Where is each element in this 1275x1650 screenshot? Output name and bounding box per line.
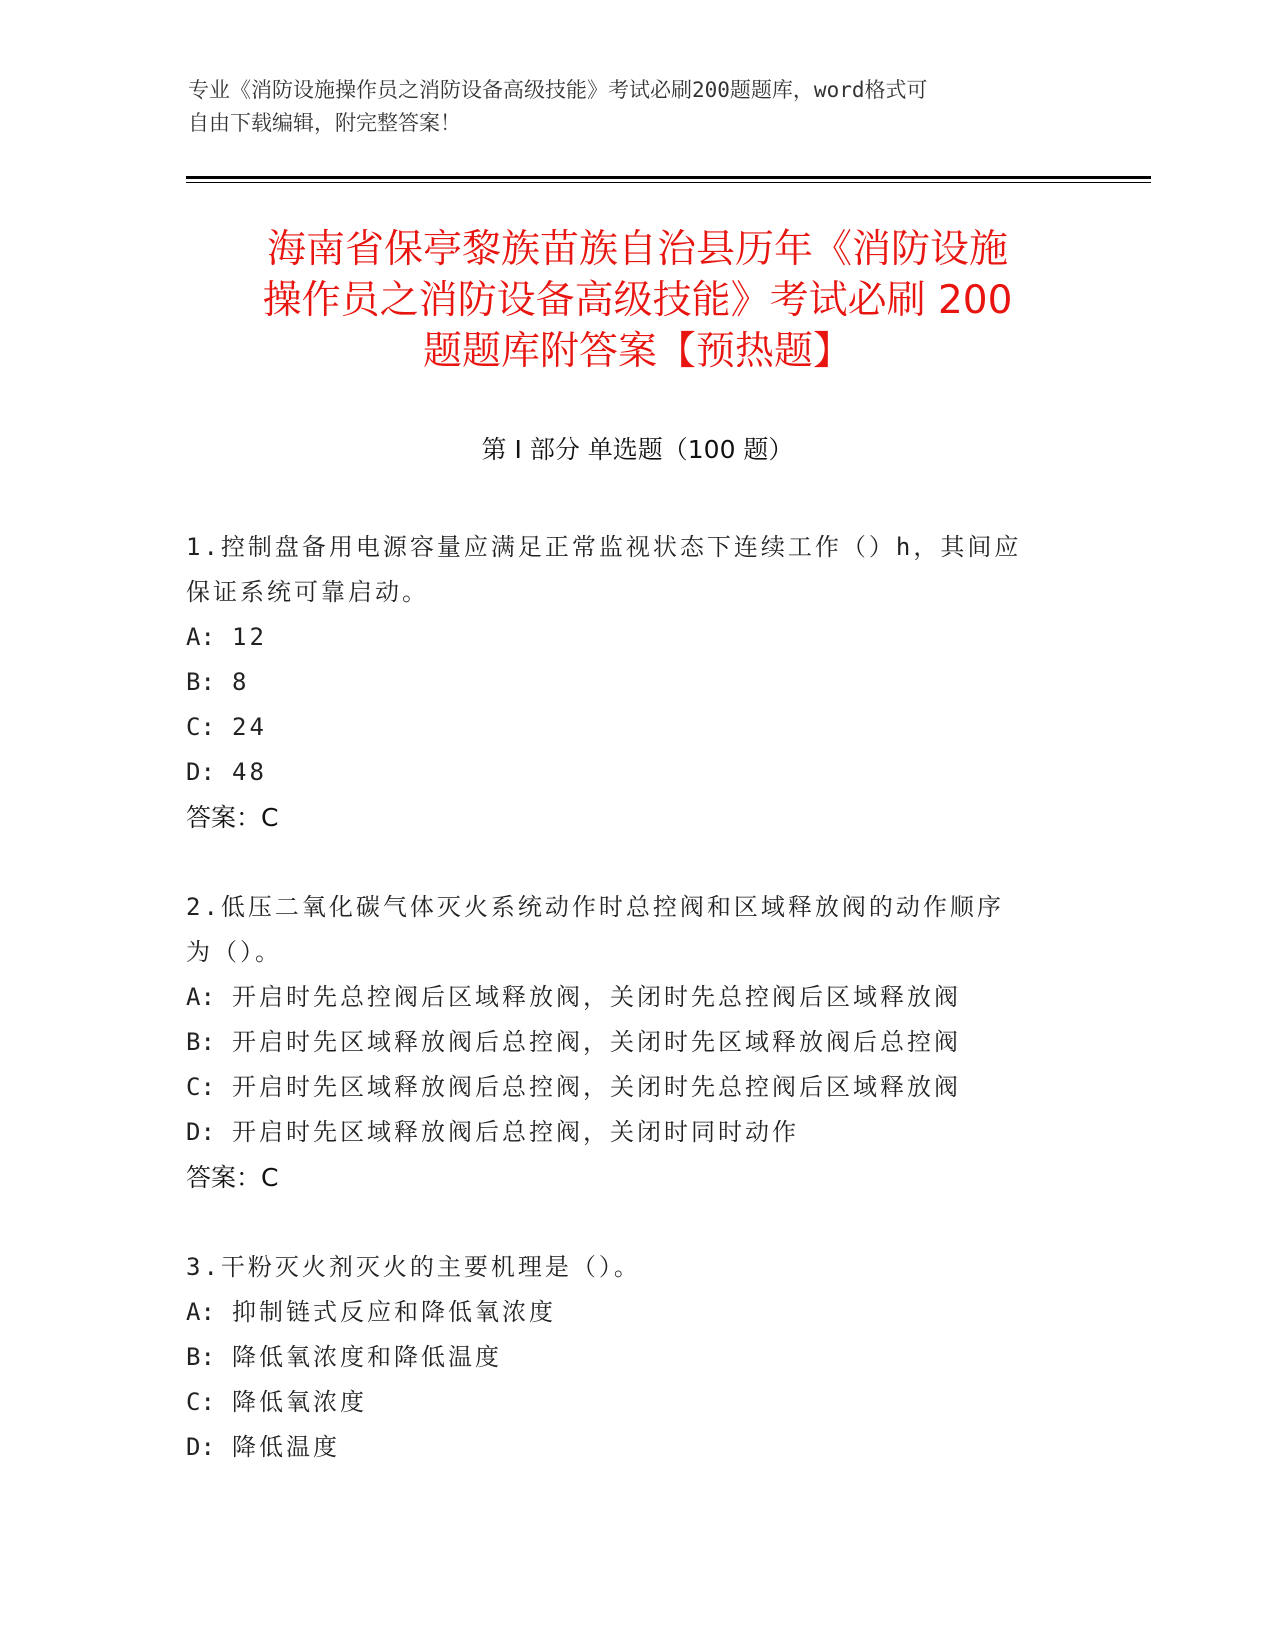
- question-stem: [186, 1245, 1086, 1290]
- option-text: 抑制链式反应和降低氧浓度: [232, 1298, 556, 1326]
- option-text: 降低氧浓度: [232, 1388, 367, 1416]
- header-rule-thin: [186, 182, 1151, 183]
- document-title-line: 操作员之消防设备高级技能》考试必刷 200: [262, 278, 1013, 323]
- option-d: [186, 1425, 1086, 1470]
- question-stem-line: 1.控制盘备用电源容量应满足正常监视状态下连续工作（）h，其间应: [186, 533, 1022, 561]
- answer: 答案：C: [186, 1163, 279, 1192]
- option-key: C:: [186, 1388, 215, 1416]
- option-text: 开启时先区域释放阀后总控阀，关闭时先区域释放阀后总控阀: [232, 1028, 961, 1056]
- option-d: [186, 1110, 1086, 1155]
- document-title-line: 题题库附答案【预热题】: [422, 329, 852, 374]
- option-a: [186, 975, 1086, 1020]
- header-note-line: 专业《消防设施操作员之消防设备高级技能》考试必刷200题题库，word格式可: [188, 78, 928, 102]
- option-key: A:: [186, 1298, 215, 1326]
- header-note-line: 自由下载编辑，附完整答案！: [188, 111, 461, 135]
- option-key: D:: [186, 1118, 215, 1146]
- option-key: B:: [186, 668, 215, 696]
- option-text: 开启时先区域释放阀后总控阀，关闭时同时动作: [232, 1118, 799, 1146]
- option-text: 48: [232, 758, 267, 786]
- option-key: D:: [186, 1433, 215, 1461]
- option-a: [186, 615, 1086, 660]
- header-note: [188, 74, 1068, 140]
- option-key: B:: [186, 1343, 215, 1371]
- option-d: [186, 750, 1086, 795]
- option-c: [186, 1380, 1086, 1425]
- question-1: [186, 525, 1086, 840]
- option-key: A:: [186, 983, 215, 1011]
- document-title-line: 海南省保亭黎族苗族自治县历年《消防设施: [266, 227, 1008, 272]
- option-b: [186, 1020, 1086, 1065]
- option-c: [186, 1065, 1086, 1110]
- question-3: [186, 1245, 1086, 1470]
- question-stem-line: 保证系统可靠启动。: [186, 578, 429, 606]
- question-stem: [186, 885, 1086, 975]
- option-text: 开启时先区域释放阀后总控阀，关闭时先总控阀后区域释放阀: [232, 1073, 961, 1101]
- question-stem-line: 3.干粉灭火剂灭火的主要机理是（）。: [186, 1253, 641, 1281]
- question-list: [186, 525, 1086, 1470]
- question-stem: [186, 525, 1086, 615]
- option-text: 降低氧浓度和降低温度: [232, 1343, 502, 1371]
- answer: 答案：C: [186, 803, 279, 832]
- option-key: A:: [186, 623, 215, 651]
- document-title: [150, 224, 1125, 377]
- question-stem-line: 为（）。: [186, 938, 282, 966]
- option-b: [186, 660, 1086, 705]
- question-stem-line: 2.低压二氧化碳气体灭火系统动作时总控阀和区域释放阀的动作顺序: [186, 893, 1004, 921]
- option-key: D:: [186, 758, 215, 786]
- option-a: [186, 1290, 1086, 1335]
- option-text: 降低温度: [232, 1433, 340, 1461]
- option-text: 8: [232, 668, 250, 696]
- option-b: [186, 1335, 1086, 1380]
- option-text: 24: [232, 713, 267, 741]
- header-rule-thick: [186, 176, 1151, 179]
- option-c: [186, 705, 1086, 750]
- option-key: C:: [186, 713, 215, 741]
- option-text: 12: [232, 623, 267, 651]
- option-text: 开启时先总控阀后区域释放阀，关闭时先总控阀后区域释放阀: [232, 983, 961, 1011]
- option-key: C:: [186, 1073, 215, 1101]
- section-title: 第 I 部分 单选题（100 题）: [481, 435, 794, 464]
- question-2: [186, 885, 1086, 1200]
- option-key: B:: [186, 1028, 215, 1056]
